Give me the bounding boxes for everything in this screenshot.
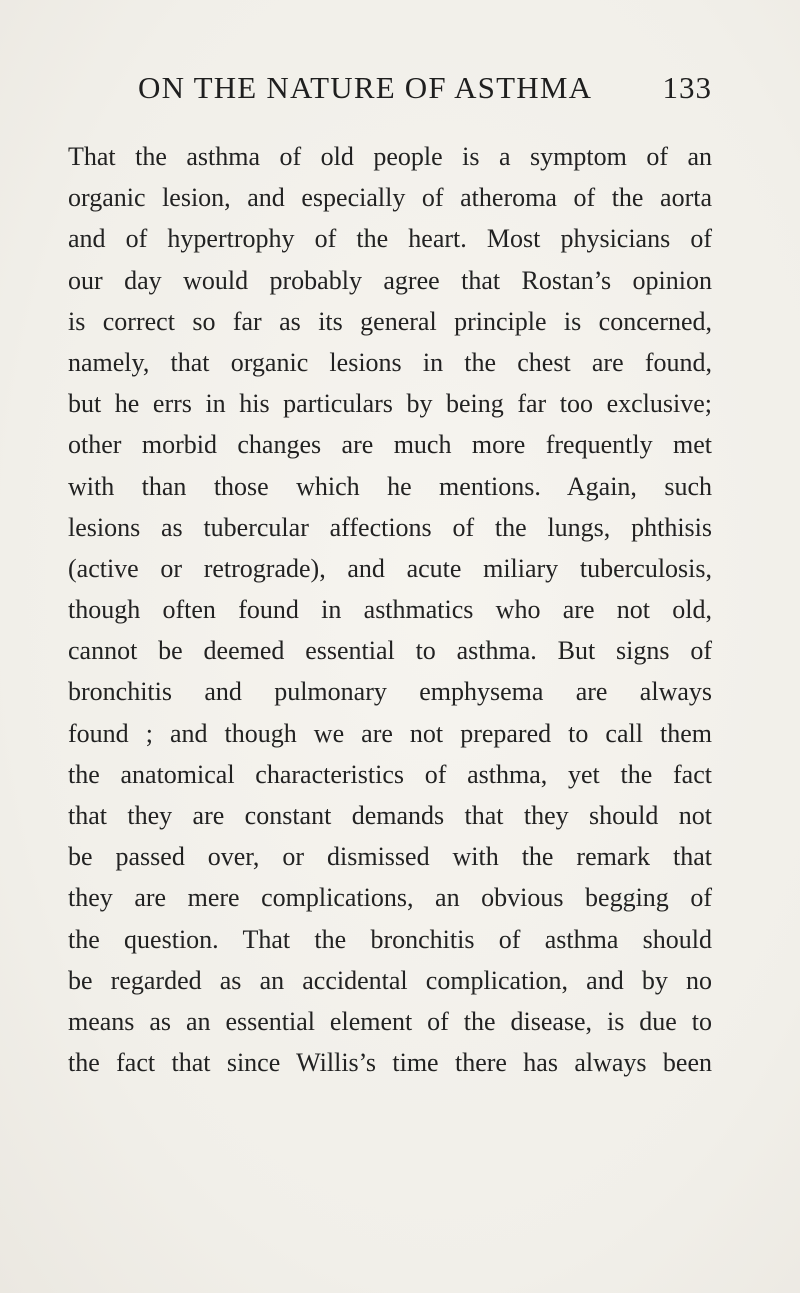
text-line: (active or retrograde), and acute miliary tuberculosis, <box>68 553 712 583</box>
text-line: be regarded as an accidental complication, and by no <box>68 965 712 995</box>
text-line: and of hypertrophy of the heart. Most physicians of <box>68 224 712 254</box>
text-line: they are mere complications, an obvious begging of <box>68 883 712 913</box>
text-line: though often found in asthmatics who are not old, <box>68 595 712 625</box>
text-line: means as an essential element of the disease, is due to <box>68 1006 712 1036</box>
text-line: be passed over, or dismissed with the remark that <box>68 842 712 872</box>
text-line: is correct so far as its general principle is concerned, <box>68 306 712 336</box>
running-head-title: ON THE NATURE OF ASTHMA <box>138 70 593 105</box>
text-line: organic lesion, and especially of atheroma of the aorta <box>68 183 712 213</box>
text-line: cannot be deemed essential to asthma. But signs of <box>68 636 712 666</box>
text-line: but he errs in his particulars by being far too exclusive; <box>68 389 712 419</box>
text-line: lesions as tubercular affections of the lungs, phthisis <box>68 512 712 542</box>
page-number: 133 <box>662 70 712 105</box>
text-line: the fact that since Willis’s time there has always been <box>68 1048 712 1078</box>
text-line: That the asthma of old people is a symptom of an <box>68 142 712 171</box>
text-line: bronchitis and pulmonary emphysema are always <box>68 677 712 707</box>
text-line: our day would probably agree that Rostan’s opinion <box>68 265 712 295</box>
text-line: found ; and though we are not prepared to call them <box>68 718 712 748</box>
text-line: the anatomical characteristics of asthma, yet the fact <box>68 759 712 789</box>
text-line: with than those which he mentions. Again, such <box>68 471 712 501</box>
body-text <box>68 136 712 1083</box>
text-line: namely, that organic lesions in the chest are found, <box>68 347 712 377</box>
text-line: the question. That the bronchitis of asthma should <box>68 924 712 954</box>
text-line: that they are constant demands that they should not <box>68 801 712 830</box>
text-line: other morbid changes are much more frequently met <box>68 430 712 460</box>
running-head <box>138 70 712 114</box>
